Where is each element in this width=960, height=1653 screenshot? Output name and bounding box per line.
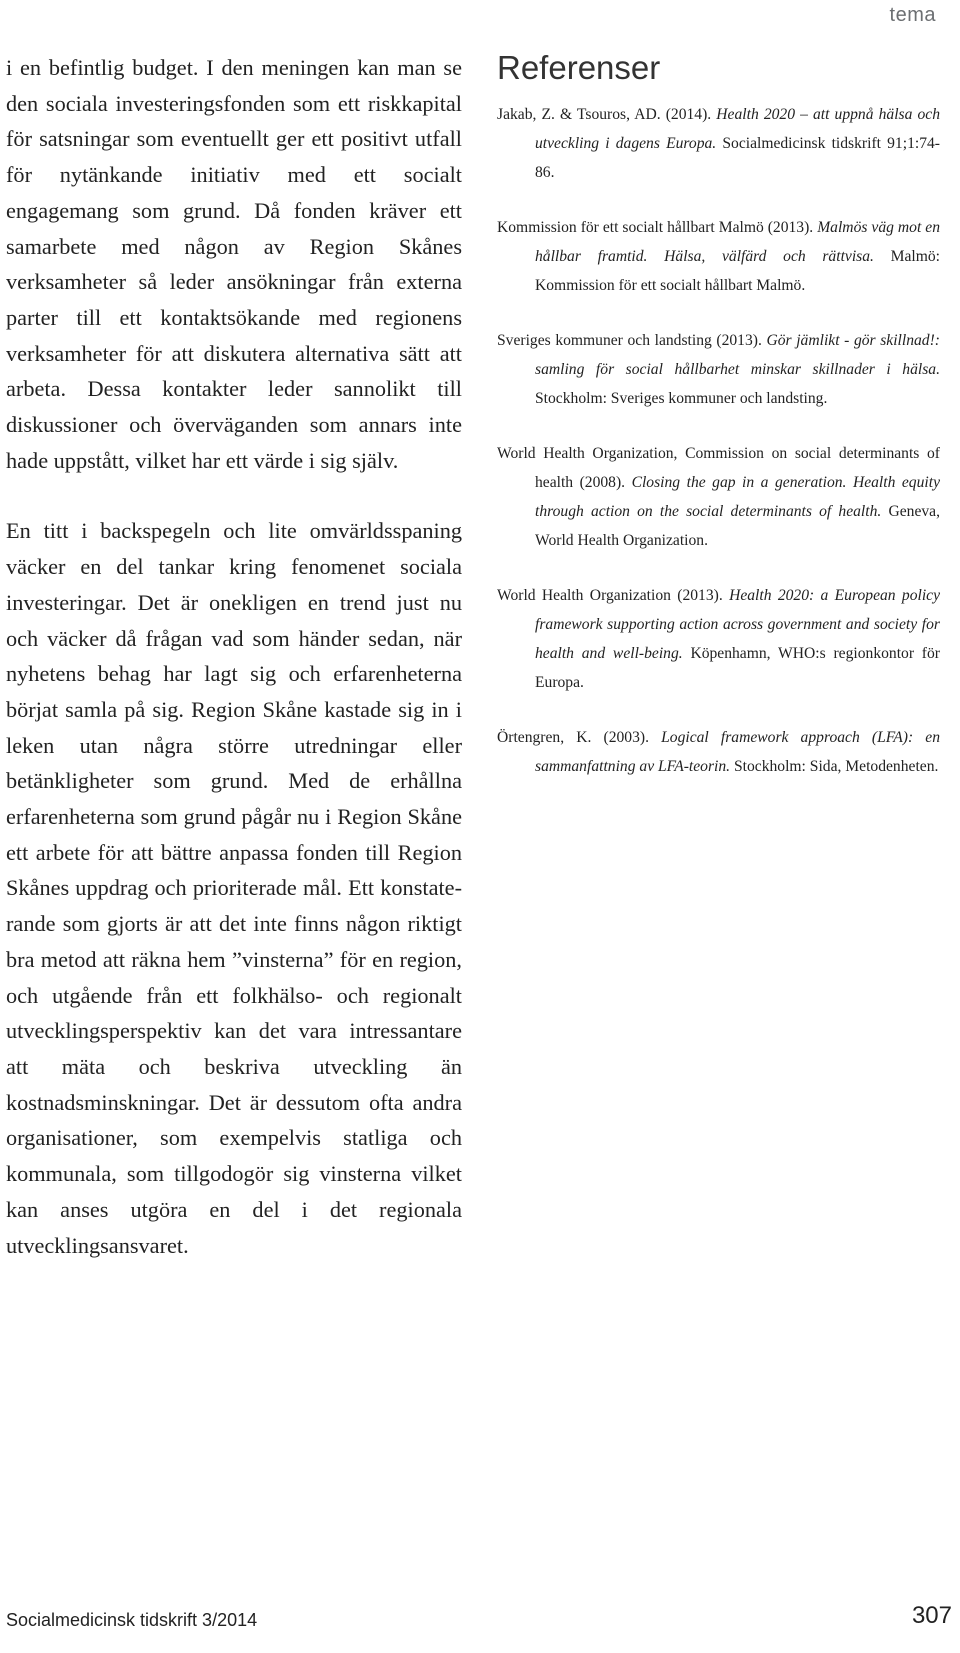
reference-item (497, 213, 940, 300)
reference-source: Stockholm: Sida, Metodenheten. (730, 758, 939, 775)
reference-item (497, 326, 940, 413)
reference-title: Gör jämlikt - gör skillnad!: samling för social hållbarhet minskar skillnader i hälsa. (535, 332, 940, 378)
reference-title: Health 2020: a European policy framework supporting action across government and society for health and well-being. (535, 587, 941, 662)
reference-authors: Kommission för ett socialt hållbart Malmö (2013). (497, 219, 818, 236)
reference-authors: Örtengren, K. (2003). (497, 729, 662, 746)
reference-authors: Sveriges kommuner och landsting (2013). (497, 332, 767, 349)
reference-source: Köpenhamn, WHO:s regionkontor för Europa. (535, 645, 940, 691)
body-paragraph-2: En titt i backspegeln och lite omvärldsspaning väcker en del tankar kring fenomenet sociala investeringar. Det är onekligen en trend just nu och väcker då frågan vad som händer sedan, när nyhetens behag har lagt sig och erfarenheterna börjat samla på sig. Region Skåne kastade sig in i leken utan några större utredningar eller betänkligheter som grund. Med de erhållna erfarenheterna som grund pågår nu i Region Skåne ett arbete för att bättre anpassa fonden till Region Skånes uppdrag och prioriterade mål. Ett konstaterande som gjorts är att det inte finns någon riktigt bra metod att räkna hem ”vinsterna” för en region, och utgående från ett folkhälso- och regionalt utvecklingsperspektiv kan det vara intressantare att mäta och beskriva utveckling än kostnadsminskningar. Det är dessutom ofta andra organisationer, som exempelvis statliga och kommunala, som tillgodogör sig vinsterna vilket kan anses utgöra en del i det regionala utvecklingsansvaret. (6, 518, 462, 1258)
reference-title: Logical framework approach (LFA): en sammanfattning av LFA-teorin. (535, 729, 940, 775)
article-body-column (6, 50, 462, 1263)
reference-title: Health 2020 – att uppnå hälsa och utveckling i dagens Europa. (535, 106, 940, 152)
reference-item (497, 439, 940, 555)
reference-title: Malmös väg mot en hållbar framtid. Hälsa, välfärd och rättvisa. (535, 219, 940, 265)
reference-authors: Jakab, Z. & Tsouros, AD. (2014). (497, 106, 717, 123)
reference-item (497, 723, 940, 781)
references-heading: Referenser (497, 49, 661, 86)
reference-title: Closing the gap in a generation. Health equity through action on the social determinants of health. (535, 474, 940, 520)
references-column (497, 48, 940, 807)
journal-footer: Socialmedicinsk tidskrift 3/2014 (6, 1610, 258, 1630)
reference-item (497, 581, 940, 697)
page-number: 307 (911, 1602, 952, 1629)
reference-source: Socialmedicinsk tidskrift 91;1:74-86. (535, 135, 940, 181)
reference-source: Malmö: Kommission för ett socialt hållbart Malmö. (535, 248, 940, 294)
reference-item (497, 100, 940, 187)
reference-authors: World Health Organization, Commission on social determinants of health (2008). (497, 445, 940, 491)
reference-authors: World Health Organization (2013). (497, 587, 730, 604)
body-paragraph-1: i en befintlig budget. I den meningen kan man se den sociala investeringsfonden som ett riskkapital för satsningar som eventuellt ger ett positivt utfall för nytänkande initiativ med ett socialt engagemang som grund. Då fonden kräver ett samarbete med någon av Region Skånes verksamheter så leder ansökningar från externa parter till ett kontaktsökande med regionens verksamheter för att diskutera alternativa sätt att arbeta. Dessa kontakter leder sannolikt till diskussioner och överväganden som annars inte hade uppstått, vilket har ett värde i sig själv. (6, 55, 462, 473)
section-tag: tema (889, 4, 936, 26)
reference-source: Stockholm: Sveriges kommuner och landsting. (535, 390, 828, 407)
reference-source: Geneva, World Health Organization. (535, 503, 940, 549)
